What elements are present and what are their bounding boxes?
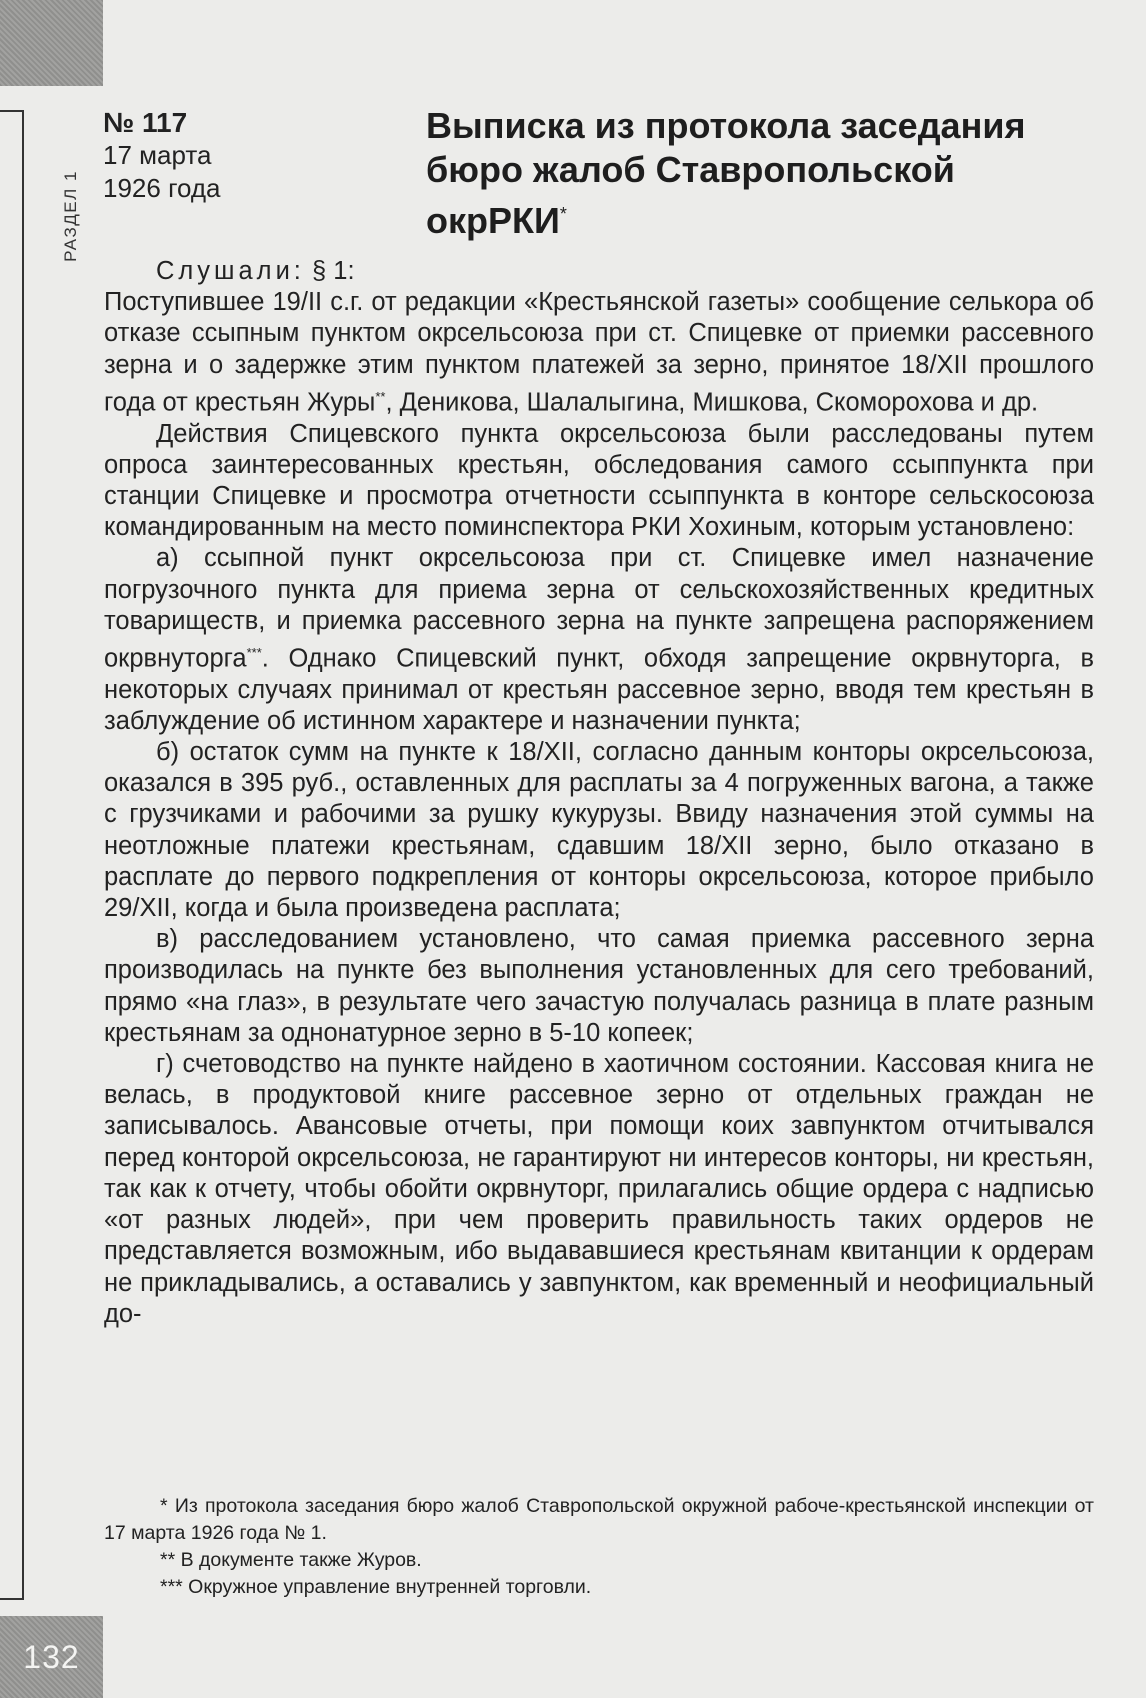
page-number: 132 <box>23 1638 80 1675</box>
corner-decoration <box>0 0 103 86</box>
paragraph-text: а) ссыпной пункт окрсельсоюза при ст. Спицевке имел назначение погрузочного пункта для приема зерна от сельскохозяйственных кредитных товариществ, и приемка рассевного зерна на пункте запрещена распоряжением окрвнуторга <box>104 544 1094 673</box>
document-body <box>104 256 1094 1330</box>
document-date-day: 17 марта <box>103 140 212 170</box>
title-footnote-mark: * <box>559 204 567 224</box>
heard-line <box>104 256 1094 287</box>
document-number: № 117 <box>103 107 188 138</box>
side-frame <box>0 110 24 1600</box>
footnote-1: * Из протокола заседания бюро жалоб Ставропольской окружной рабоче-крестьянской инспекции от 17 марта 1926 года № 1. <box>104 1495 1094 1544</box>
paragraph-text: . Однако Спицевский пункт, обходя запрещение окрвнуторга, в некоторых случаях принимал от крестьян рассевное зерно, вводя тем крестьян в заблуждение об истинном характере и назначении пункта; <box>104 644 1094 735</box>
document-title-block <box>426 104 1096 243</box>
paragraph-item-c: в) расследованием установлено, что самая приемка рассевного зерна производилась на пункте без выполнения установленных для сего требований, прямо «на глаз», в результате чего зачастую получалась разница в плате разным крестьянам за однонатурное зерно в 5-10 копеек; <box>104 925 1094 1047</box>
heard-section: § 1: <box>312 257 355 285</box>
footnote-mark-2: ** <box>375 388 386 404</box>
footnote-3: *** Окружное управление внутренней торговли. <box>160 1576 592 1598</box>
paragraph-text: , Деникова, Шалалыгина, Мишкова, Скоморохова и др. <box>385 388 1039 417</box>
paragraph-item-a <box>104 543 1094 737</box>
paragraph-text: Поступившее 19/II с.г. от редакции «Крестьянской газеты» сообщение селькора об отказе ссыпным пунктом окрсельсоюза при ст. Спицевке от приемки рассевного зерна и о задержке этим пунктом платежей за зерно, принятое 18/XII прошлого года от крестьян Журы <box>104 288 1094 417</box>
paragraph-complaint <box>104 287 1094 418</box>
document-title: Выписка из протокола заседания бюро жалоб Ставропольской окрРКИ <box>426 105 1026 241</box>
footnote-mark-3: *** <box>246 644 262 660</box>
paragraph-item-b: б) остаток сумм на пункте к 18/XII, согласно данным конторы окрсельсоюза, оказался в 395 руб., оставленных для расплаты за 4 погруженных вагона, а также с грузчиками и рабочими за рушку кукурузы. Ввиду назначения этой суммы на неотложные платежи крестьянам, сдавшим 18/XII зерно, было отказано в расплате до первого подкрепления от конторы окрсельсоюза, которое прибыло 29/XII, когда и была произведена расплата; <box>104 738 1094 923</box>
footnotes <box>104 1493 1094 1601</box>
document-meta <box>103 106 221 205</box>
footnote-2: ** В документе также Журов. <box>160 1549 422 1571</box>
section-label: РАЗДЕЛ 1 <box>61 170 80 262</box>
page-number-box <box>0 1616 103 1698</box>
paragraph-investigation: Действия Спицевского пункта окрсельсоюза были расследованы путем опроса заинтересованных крестьян, обследования самого ссыппункта при станции Спицевке и просмотра отчетности ссыппункта в конторе сельскосоюза командированным на место поминспектора РКИ Хохиным, которым установлено: <box>104 419 1094 542</box>
paragraph-item-d: г) счетоводство на пункте найдено в хаотичном состоянии. Кассовая книга не велась, в продуктовой книге рассевное зерно от отдельных граждан не записывалось. Авансовые отчеты, при помощи коих завпунктом отчитывался перед конторой окрсельсоюза, не гарантируют ни интересов конторы, ни крестьян, так как к отчету, чтобы обойти окрвнуторг, прилагались общие ордера с надписью «от разных людей», при чем проверить правильность таких ордеров не представляется возможным, ибо выдававшиеся крестьянам квитанции к ордерам не прикладывались, а оставались у завпунктом, как временный и неофициальный до- <box>104 1050 1094 1328</box>
document-date-year: 1926 года <box>103 173 221 203</box>
heard-label: Слушали: <box>156 257 305 285</box>
